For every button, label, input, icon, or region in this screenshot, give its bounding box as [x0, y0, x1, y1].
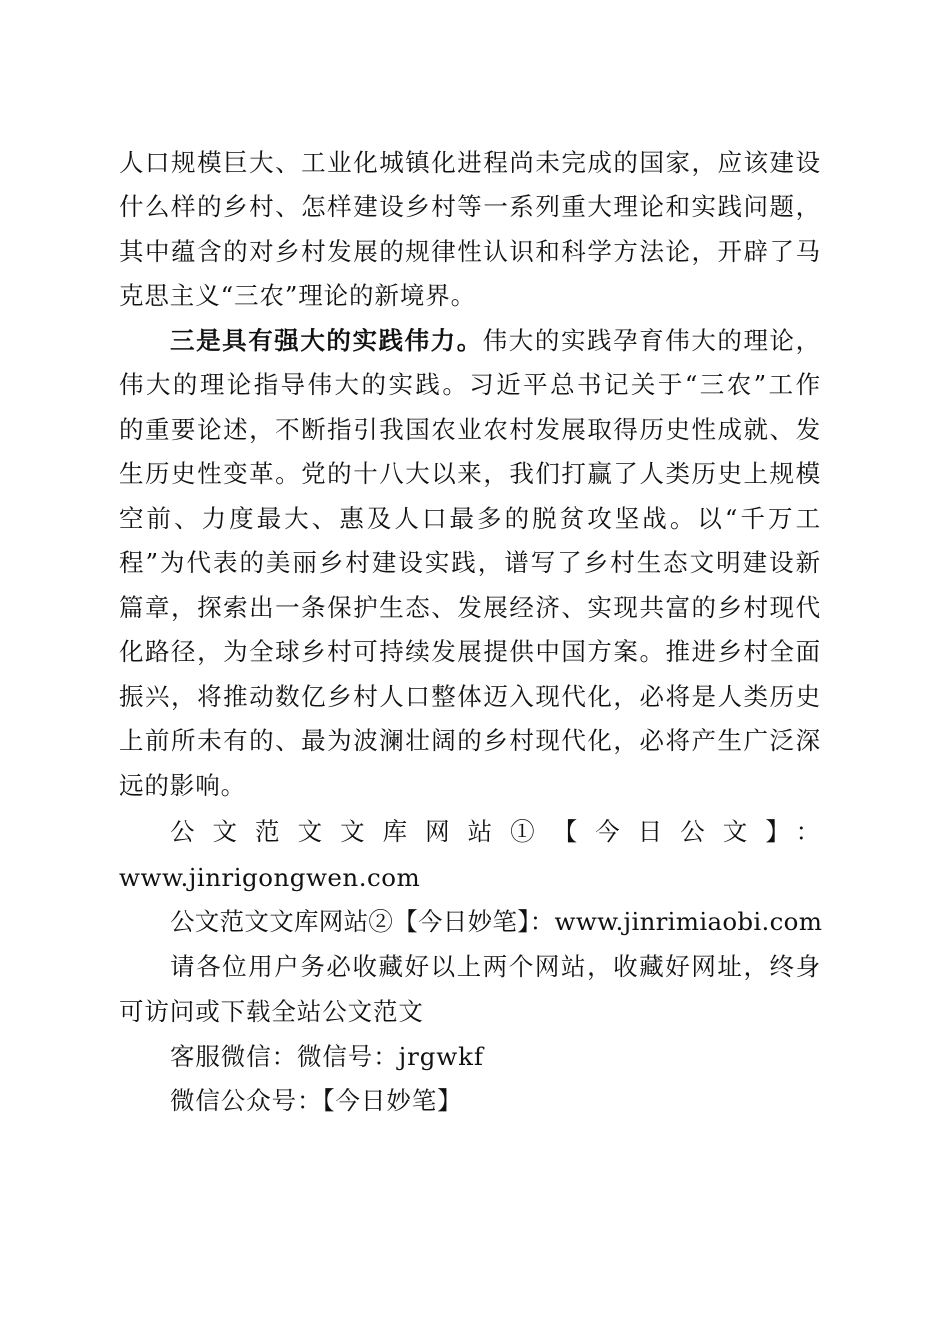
- paragraph-line: 克思主义“三农”理论的新境界。: [119, 281, 477, 310]
- footer-site1-url[interactable]: www.jinrigongwen.com: [119, 863, 421, 892]
- paragraph-line: 远的影响。: [119, 771, 246, 800]
- footer-wechat-service: 客服微信：微信号：jrgwkf: [170, 1042, 484, 1071]
- paragraph-line: 什么样的乡村、怎样建设乡村等一系列重大理论和实践问题，: [119, 192, 821, 221]
- footer-notice-line: 可访问或下载全站公文范文: [119, 997, 424, 1026]
- paragraph-line: 的重要论述，不断指引我国农业农村发展取得历史性成就、发: [119, 415, 821, 444]
- paragraph-line: 空前、力度最大、惠及人口最多的脱贫攻坚战。以“千万工: [119, 504, 821, 533]
- paragraph-line: 篇章，探索出一条保护生态、发展经济、实现共富的乡村现代: [119, 593, 821, 622]
- paragraph-first-line: [170, 321, 821, 361]
- paragraph-line: 上前所未有的、最为波澜壮阔的乡村现代化，必将产生广泛深: [119, 726, 821, 755]
- paragraph-line: 振兴，将推动数亿乡村人口整体迈入现代化，必将是人类历史: [119, 682, 821, 711]
- paragraph-line: 人口规模巨大、工业化城镇化进程尚未完成的国家，应该建设: [119, 148, 821, 177]
- paragraph-line: 其中蕴含的对乡村发展的规律性认识和科学方法论，开辟了马: [119, 237, 821, 266]
- footer-site2-line[interactable]: 公文范文文库网站②【今日妙笔】：www.jinrimiaobi.com: [170, 907, 823, 936]
- footer-wechat-public: 微信公众号：【今日妙笔】: [170, 1086, 463, 1115]
- footer-site1-title: 公文范文文库网站①【今日公文】：: [170, 817, 821, 846]
- paragraph-line: 化路径，为全球乡村可持续发展提供中国方案。推进乡村全面: [119, 637, 821, 666]
- paragraph-line: 生历史性变革。党的十八大以来，我们打赢了人类历史上规模: [119, 459, 821, 488]
- footer-notice-line: 请各位用户务必收藏好以上两个网站，收藏好网址，终身: [170, 952, 821, 981]
- paragraph-line: 伟大的理论指导伟大的实践。习近平总书记关于“三农”工作: [119, 370, 821, 399]
- paragraph-first-line-text: 伟大的实践孕育伟大的理论，: [482, 326, 821, 355]
- paragraph-heading: 三是具有强大的实践伟力。: [170, 326, 483, 355]
- paragraph-line: 程”为代表的美丽乡村建设实践，谱写了乡村生态文明建设新: [119, 548, 821, 577]
